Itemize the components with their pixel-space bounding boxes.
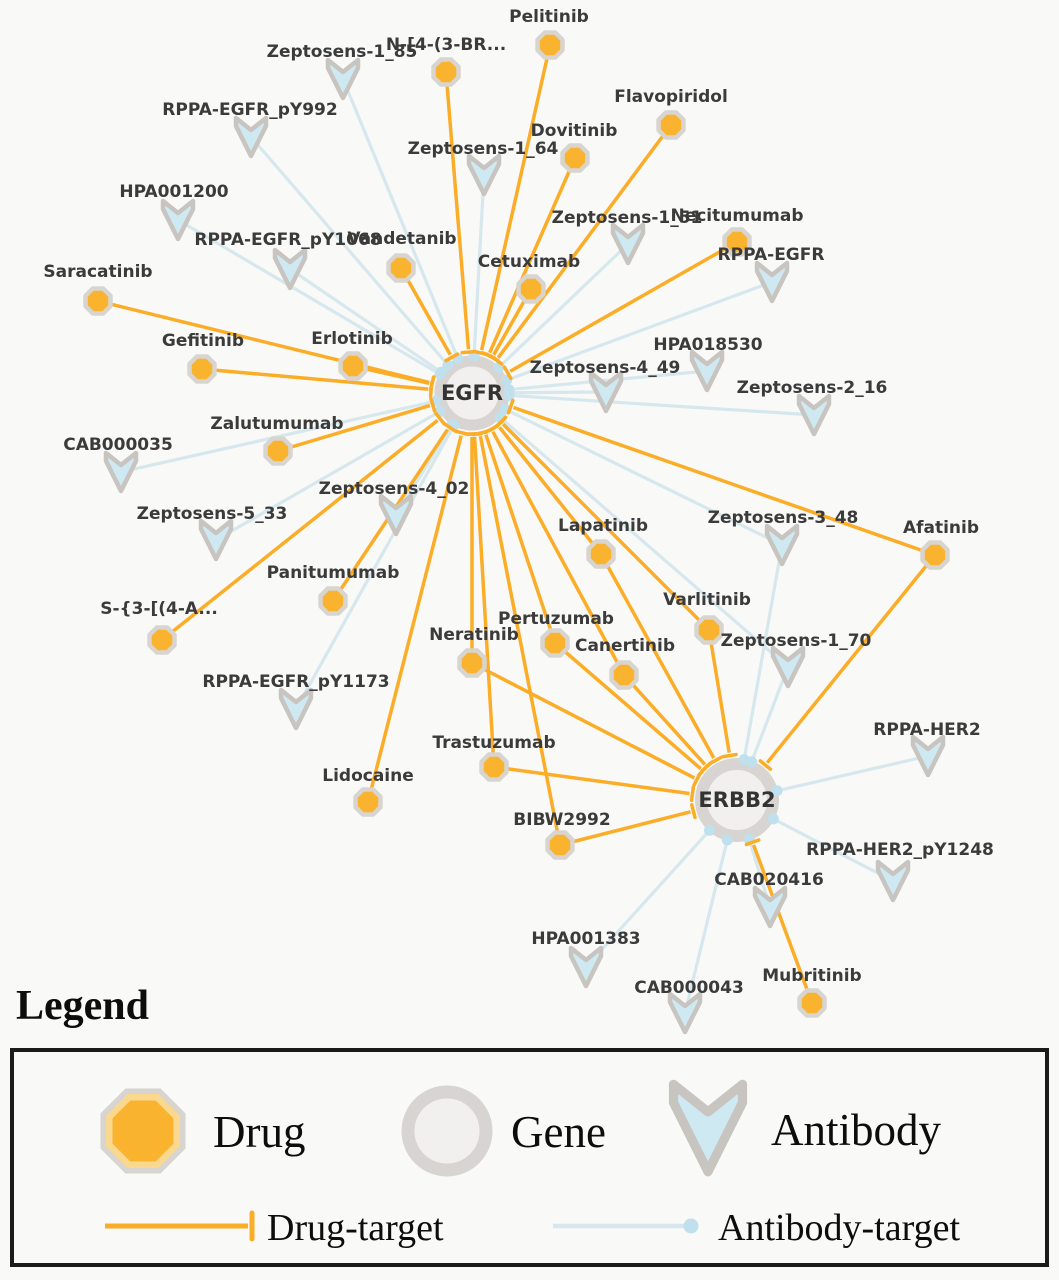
drug-node-label: Afatinib xyxy=(902,518,980,538)
drug-node-bibw2992[interactable] xyxy=(548,833,573,858)
drug-node-label: Flavopiridol xyxy=(614,87,728,107)
drug-node-varlitinib[interactable] xyxy=(697,618,722,643)
drug-node-label: Neratinib xyxy=(429,625,519,645)
antibody-node-zeptosens-1-51[interactable] xyxy=(613,225,643,263)
drug-node-label: Vandetanib xyxy=(347,229,457,249)
gene-label-egfr: EGFR xyxy=(440,381,504,405)
drug-node-lidocaine[interactable] xyxy=(356,790,381,815)
antibody-node-zeptosens-3-48[interactable] xyxy=(767,526,797,564)
antibody-edge-dot xyxy=(436,367,447,378)
antibody-node-label: RPPA-HER2_pY1248 xyxy=(806,840,994,860)
antibody-node-label: Zeptosens-5_33 xyxy=(136,504,288,524)
legend-antibody-target-dot xyxy=(684,1219,699,1234)
drug-node-neratinib[interactable] xyxy=(460,651,485,676)
antibody-node-hpa001200[interactable] xyxy=(163,201,193,239)
antibody-node-rppa-egfr[interactable] xyxy=(757,263,787,301)
drug-node-erlotinib[interactable] xyxy=(341,354,366,379)
gene-label-erbb2: ERBB2 xyxy=(698,788,776,812)
drug-edge-tick xyxy=(509,400,513,412)
antibody-node-label: Zeptosens-4_49 xyxy=(529,358,681,378)
legend-gene-label: Gene xyxy=(511,1107,606,1157)
antibody-node-hpa001383[interactable] xyxy=(571,948,601,986)
antibody-node-zeptosens-1-85[interactable] xyxy=(328,60,358,98)
drug-node-trastuzumab[interactable] xyxy=(482,755,507,780)
legend-drug-label: Drug xyxy=(213,1107,306,1157)
drug-node-label: Mubritinib xyxy=(762,966,862,986)
antibody-target-edge xyxy=(509,392,606,393)
drug-node-label: Necitumumab xyxy=(670,206,804,226)
antibody-node-label: Zeptosens-4_02 xyxy=(318,479,470,499)
antibody-node-zeptosens-4-02[interactable] xyxy=(381,496,411,534)
drug-edge-tick xyxy=(723,755,736,757)
antibody-node-label: HPA018530 xyxy=(653,335,763,355)
antibody-node-label: Zeptosens-1_51 xyxy=(551,208,703,228)
legend-drug-target-label: Drug-target xyxy=(267,1207,444,1249)
legend-gene-icon xyxy=(408,1092,486,1170)
drug-node-label: S-{3-[(4-A... xyxy=(100,599,218,619)
drug-node-label: Cetuximab xyxy=(477,252,581,272)
antibody-node-label: Zeptosens-1_70 xyxy=(720,631,872,651)
antibody-node-zeptosens-1-70[interactable] xyxy=(773,648,803,686)
antibody-node-hpa018530[interactable] xyxy=(692,352,722,390)
drug-node-label: BIBW2992 xyxy=(513,810,611,830)
drug-node-label: N-[4-(3-BR... xyxy=(385,35,507,55)
antibody-target-edge xyxy=(509,395,814,415)
drug-edge-tick xyxy=(456,431,469,434)
antibody-node-label: Zeptosens-2_16 xyxy=(736,378,888,398)
drug-node-label: Zalutumumab xyxy=(210,414,344,434)
drug-node-label: Pertuzumab xyxy=(498,609,614,629)
drug-node-label: Dovitinib xyxy=(530,121,618,141)
antibody-edge-dot xyxy=(704,825,715,836)
drug-node-label: Varlitinib xyxy=(663,590,751,610)
legend-antibody-icon xyxy=(674,1084,743,1171)
antibody-node-label: Zeptosens-3_48 xyxy=(707,508,859,528)
legend-antibody-label: Antibody xyxy=(771,1105,942,1155)
legend-contents xyxy=(14,1052,1037,1255)
antibody-node-label: CAB000043 xyxy=(634,978,744,998)
antibody-target-edge xyxy=(290,269,441,372)
drug-node-vandetanib[interactable] xyxy=(389,256,414,281)
drug-edge-tick xyxy=(692,788,694,801)
drug-node-n-4-3-br[interactable] xyxy=(434,60,459,85)
drug-node-lapatinib[interactable] xyxy=(589,542,614,567)
drug-edge-tick xyxy=(473,432,486,434)
antibody-node-label: RPPA-HER2 xyxy=(873,720,981,740)
drug-node-label: Saracatinib xyxy=(43,262,153,282)
drug-node-canertinib[interactable] xyxy=(612,663,637,688)
drug-node-label: Trastuzumab xyxy=(432,733,556,753)
drug-node-pelitinib[interactable] xyxy=(538,33,563,58)
antibody-node-label: HPA001200 xyxy=(119,182,229,202)
legend-antibody-target-label: Antibody-target xyxy=(718,1207,961,1249)
drug-target-edge xyxy=(202,369,428,389)
antibody-node-rppa-egfr-py1173[interactable] xyxy=(281,690,311,728)
drug-edge-tick xyxy=(692,805,695,818)
antibody-node-label: CAB000035 xyxy=(63,435,173,455)
drug-edge-tick xyxy=(431,378,434,391)
antibody-node-rppa-egfr-py1068[interactable] xyxy=(275,250,305,288)
antibody-node-zeptosens-5-33[interactable] xyxy=(201,521,231,559)
legend-title: Legend xyxy=(16,983,150,1029)
drug-node-gefitinib[interactable] xyxy=(190,357,215,382)
antibody-node-label: HPA001383 xyxy=(531,929,641,949)
drug-node-panitumumab[interactable] xyxy=(321,589,346,614)
drug-node-mubritinib[interactable] xyxy=(800,991,825,1016)
drug-edge-tick xyxy=(462,352,475,353)
antibody-edge-dot xyxy=(722,834,733,845)
antibody-node-rppa-her2-py1248[interactable] xyxy=(878,862,908,900)
antibody-node-cab000043[interactable] xyxy=(670,994,700,1032)
antibody-node-label: CAB020416 xyxy=(714,870,824,890)
drug-target-edge xyxy=(494,767,689,794)
drug-node-cetuximab[interactable] xyxy=(519,277,544,302)
drug-node-pertuzumab[interactable] xyxy=(543,631,568,656)
antibody-node-label: Zeptosens-1_64 xyxy=(407,139,559,159)
antibody-node-cab000035[interactable] xyxy=(106,453,136,491)
drug-node-saracatinib[interactable] xyxy=(86,289,111,314)
drug-node-zalutumumab[interactable] xyxy=(266,439,291,464)
antibody-edge-dot xyxy=(768,813,779,824)
legend-drug-icon-core xyxy=(113,1101,174,1162)
antibody-node-zeptosens-4-49[interactable] xyxy=(591,373,621,411)
antibody-node-label: RPPA-EGFR_pY1068 xyxy=(194,230,382,250)
antibody-node-zeptosens-1-64[interactable] xyxy=(469,156,499,194)
antibody-node-label: RPPA-EGFR_pY1173 xyxy=(202,672,390,692)
antibody-target-edge xyxy=(777,756,928,791)
drug-node-label: Panitumumab xyxy=(266,563,400,583)
drug-node-label: Gefitinib xyxy=(161,331,245,351)
antibody-node-label: RPPA-EGFR_pY992 xyxy=(162,100,338,120)
antibody-node-rppa-her2[interactable] xyxy=(913,737,943,775)
drug-node-label: Lapatinib xyxy=(558,516,648,536)
drug-node-label: Lidocaine xyxy=(322,766,414,786)
drug-node-label: Pelitinib xyxy=(509,7,589,27)
antibody-node-label: Zeptosens-1_85 xyxy=(266,42,418,62)
antibody-edge-dot xyxy=(746,756,757,767)
drug-node-label: Erlotinib xyxy=(311,329,393,349)
drug-node-flavopiridol[interactable] xyxy=(659,113,684,138)
drug-node-afatinib[interactable] xyxy=(923,543,948,568)
antibody-node-label: RPPA-EGFR xyxy=(717,245,825,265)
node-labels xyxy=(43,7,993,998)
drug-node-dovitinib[interactable] xyxy=(563,146,588,171)
antibody-node-zeptosens-2-16[interactable] xyxy=(799,396,829,434)
legend-box xyxy=(10,1048,1049,1267)
drug-target-edge xyxy=(446,72,468,349)
drug-node-label: Canertinib xyxy=(574,636,676,656)
drug-node-s-3-4-a[interactable] xyxy=(150,628,175,653)
